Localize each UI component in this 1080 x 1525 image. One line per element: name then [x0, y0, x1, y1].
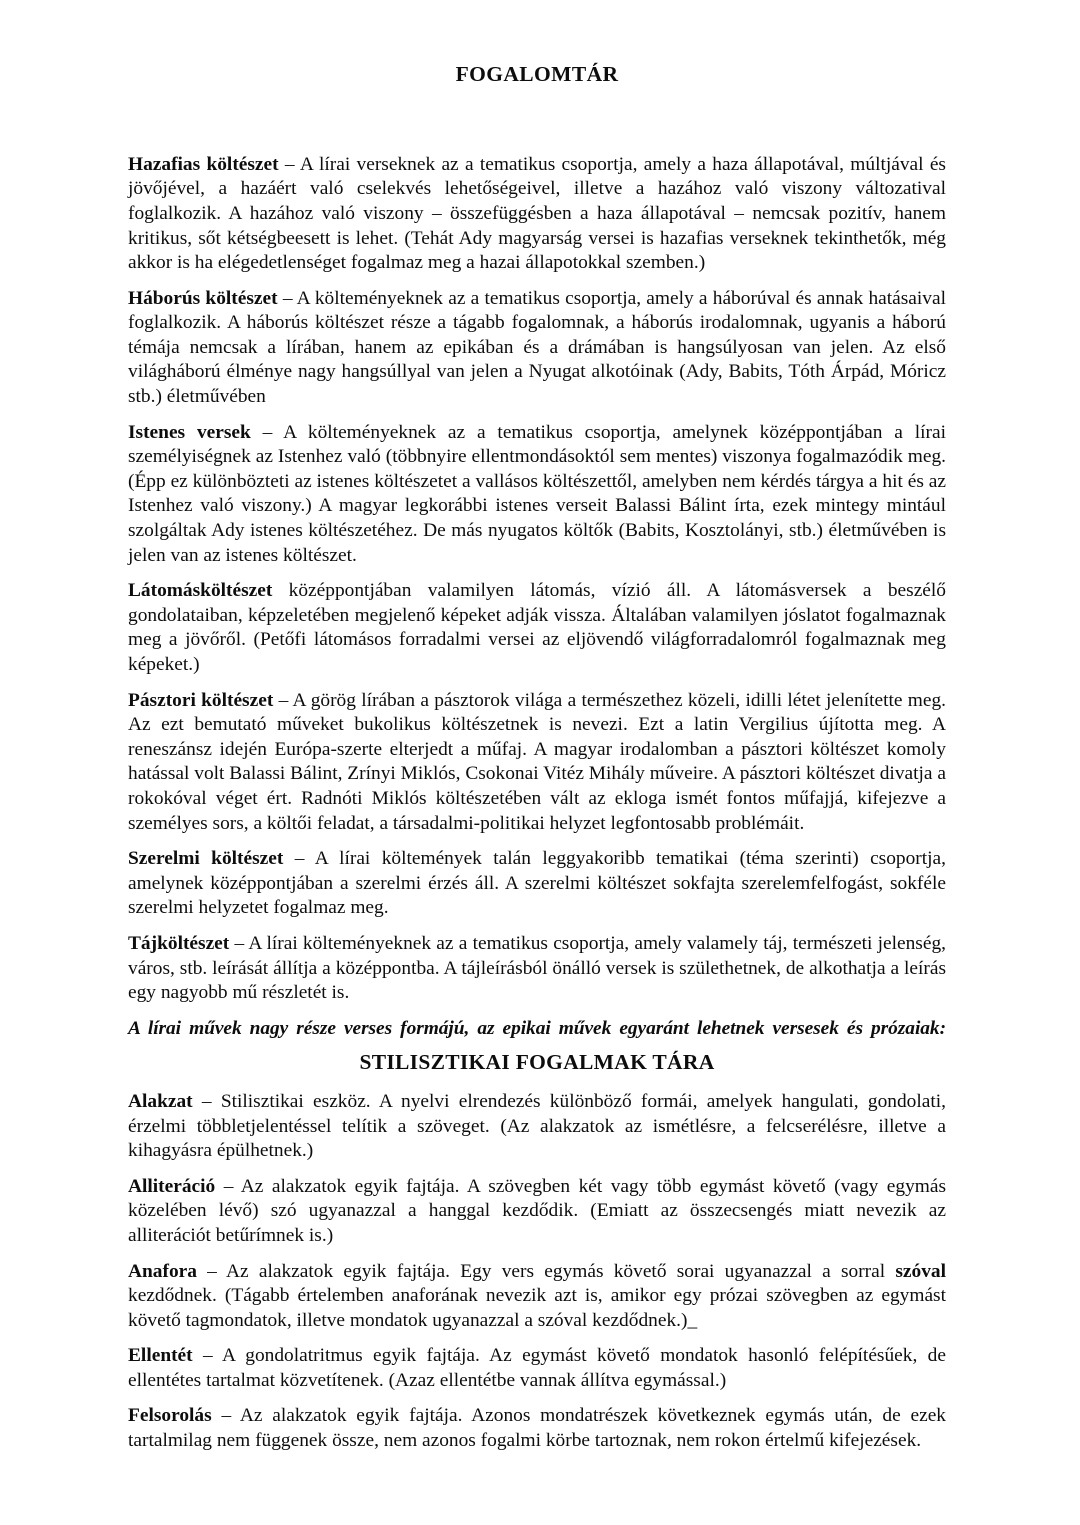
glossary-entry: [128, 847, 946, 921]
glossary-entry: [128, 1090, 946, 1164]
entry-body: – A görög lírában a pásztorok világa a természethez közeli, idilli létet jelenítette meg. Az ezt bemutató műveket bukolikus költészetnek is nevezi. Ezt a latin Vergilius újította meg. A reneszánsz idején Európa-szerte elterjedt a műfaj. A magyar irodalomban a pásztori költészet komoly hatással volt Balassi Bálint, Zrínyi Miklós, Csokonai Vitéz Mihály műveire. A pásztori költészet divatja a rokokóval véget ért. Radnóti Miklós költészetében vált az ekloga ismét fontos műfajjá, kifejezve a személyes sors, a költői feladat, a társadalmi-politikai helyzet legfontosabb problémáit.: [128, 689, 946, 834]
entry-term: Látomásköltészet: [128, 580, 273, 602]
glossary-entry: [128, 153, 946, 276]
entry-emphasis: szóval: [895, 1260, 946, 1282]
stylistic-glossary-section: [128, 1090, 946, 1454]
entry-body: – A költeményeknek az a tematikus csoportja, amely a háborúval és annak hatásaival foglalkozik. A háborús költészet része a tágabb fogalomnak, a háborús irodalomnak, ugyanis a háború témája nemcsak a lírában, hanem az epikában és a drámában is hangsúlyosan van jelen. Az első világháború élménye nagy hangsúllyal van jelen a Nyugat alkotóinak (Ady, Babits, Tóth Árpád, Móricz stb.) életművében: [128, 287, 946, 408]
entry-term: Alakzat: [128, 1090, 193, 1112]
entry-term: Pásztori költészet: [128, 689, 274, 711]
glossary-section: [128, 153, 946, 1006]
entry-body: – A lírai költeményeknek az a tematikus csoportja, amely valamely táj, természeti jelenség, város, stb. leírását állítja a középpontba. A tájleírásból önálló versek is születhetnek, de alkothatja a leírás egy nagyobb mű részletét is.: [128, 932, 946, 1004]
entry-body: középpontjában valamilyen látomás, vízió áll. A látomásversek a beszélő gondolataiban, képzeletében megjelenő képeket adják vissza. Általában valamilyen jóslatot fogalmaznak meg a jövőről. (Petőfi látomásos forradalmi versei az eljövendő világforradalomról fogalmaznak meg képeket.): [128, 580, 946, 675]
entry-term: Alliteráció: [128, 1175, 216, 1197]
entry-term: Anafora: [128, 1260, 197, 1282]
section-title: STILISZTIKAI FOGALMAK TÁRA: [359, 1050, 715, 1075]
glossary-entry: [128, 689, 946, 837]
entry-term: Tájköltészet: [128, 932, 230, 954]
entry-body-part-2: kezdődnek. (Tágabb értelemben anaforának nevezik azt is, amikor egy prózai szövegben az egymást követő tagmondatok, illetve mondatok ugyanazzal a szóval kezdődnek.): [128, 1285, 946, 1331]
page-title: FOGALOMTÁR: [455, 62, 619, 86]
entry-body: – Az alakzatok egyik fajtája. Azonos mondatrészek következnek egymás után, de ezek tartalmilag nem függenek össze, nem azonos fogalmi körbe tartoznak, nem rokon értelmű kifejezések.: [128, 1405, 946, 1452]
entry-body: – A gondolatritmus egyik fajtája. Az egymást követő mondatok hasonló felépítésűek, de ellentétes tartalmat közvetítenek. (Azaz ellentétbe vannak állítva egymással.): [128, 1345, 946, 1391]
glossary-entry: [128, 579, 946, 677]
glossary-entry: [128, 421, 946, 569]
entry-body: – A lírai költemények talán leggyakoribb tematikai (téma szerinti) csoportja, amelynek középpontjában a szerelmi érzés áll. A szerelmi költészet sokfajta szerelemfelfogást, sokféle szerelmi helyzetet fogalmaz meg.: [128, 848, 946, 919]
glossary-entry: [128, 1344, 946, 1393]
entry-body: – Az alakzatok egyik fajtája. A szövegben két vagy több egymást követő (vagy egymás közelében lévő) szó ugyanazzal a hanggal kezdődik. (Emiatt az összecsengés miatt nevezik az alliterációt betűrímnek is.): [128, 1175, 946, 1246]
entry-term: Felsorolás: [128, 1405, 212, 1427]
entry-term: Istenes versek: [128, 421, 251, 443]
entry-body: – A költeményeknek az a tematikus csoportja, amelynek középpontjában a lírai személyiségnek az Istenhez való (többnyire ellentmondásoktól sem mentes) viszonya fogalmazódik meg. (Épp ez különbözteti az istenes költészetet a vallásos költészettől, amelyben nem kérdés tárgya a hit és az Istenhez való viszony.) A magyar legkorábbi istenes verseit Balassi Bálint írta, ezek mintegy mintául szolgáltak Ady istenes költészetéhez. De más nyugatos költők (Babits, Kosztolányi, stb.) életművében is jelen van az istenes költészet.: [128, 421, 946, 566]
entry-term: Háborús költészet: [128, 287, 278, 309]
glossary-entry: [128, 1175, 946, 1249]
entry-body-part-1: – Az alakzatok egyik fajtája. Egy vers egymás követő sorai ugyanazzal a sorral: [196, 1260, 896, 1282]
entry-term: Ellentét: [128, 1345, 193, 1367]
lead-note: A lírai művek nagy része verses formájú, az epikai művek egyaránt lehetnek versesek és prózaiak:: [128, 1017, 946, 1039]
entry-body: – A lírai verseknek az a tematikus csoportja, amely a haza állapotával, múltjával és jövőjével, a hazáért való cselekvés lehetőségeivel, illetve a hazához való viszony változatival foglalkozik. A hazához való viszony – összefüggésben a haza állapotával – nemcsak pozitív, hanem kritikus, sőt kétségbeesett is lehet. (Tehát Ady magyarság versei is hazafias verseknek tekinthetők, még akkor is ha elégedetlenséget fogalmaz meg a hazai állapotokkal szemben.): [128, 153, 946, 274]
document-content: [128, 0, 946, 1465]
glossary-entry: [128, 932, 946, 1006]
entry-body: – Stilisztikai eszköz. A nyelvi elrendezés különböző formái, amelyek hangulati, gondolati, érzelmi többletjelentéssel telítik a szöveget. (Az alakzatok az ismétlésre, a felcserélésre, illetve a kihagyásra épülhetnek.): [128, 1090, 946, 1162]
glossary-entry: [128, 1260, 946, 1334]
glossary-entry: [128, 1404, 946, 1453]
trailing-underscore-artifact: _: [687, 1309, 698, 1331]
entry-term: Szerelmi költészet: [128, 848, 284, 870]
entry-term: Hazafias költészet: [128, 153, 279, 175]
glossary-entry: [128, 287, 946, 410]
